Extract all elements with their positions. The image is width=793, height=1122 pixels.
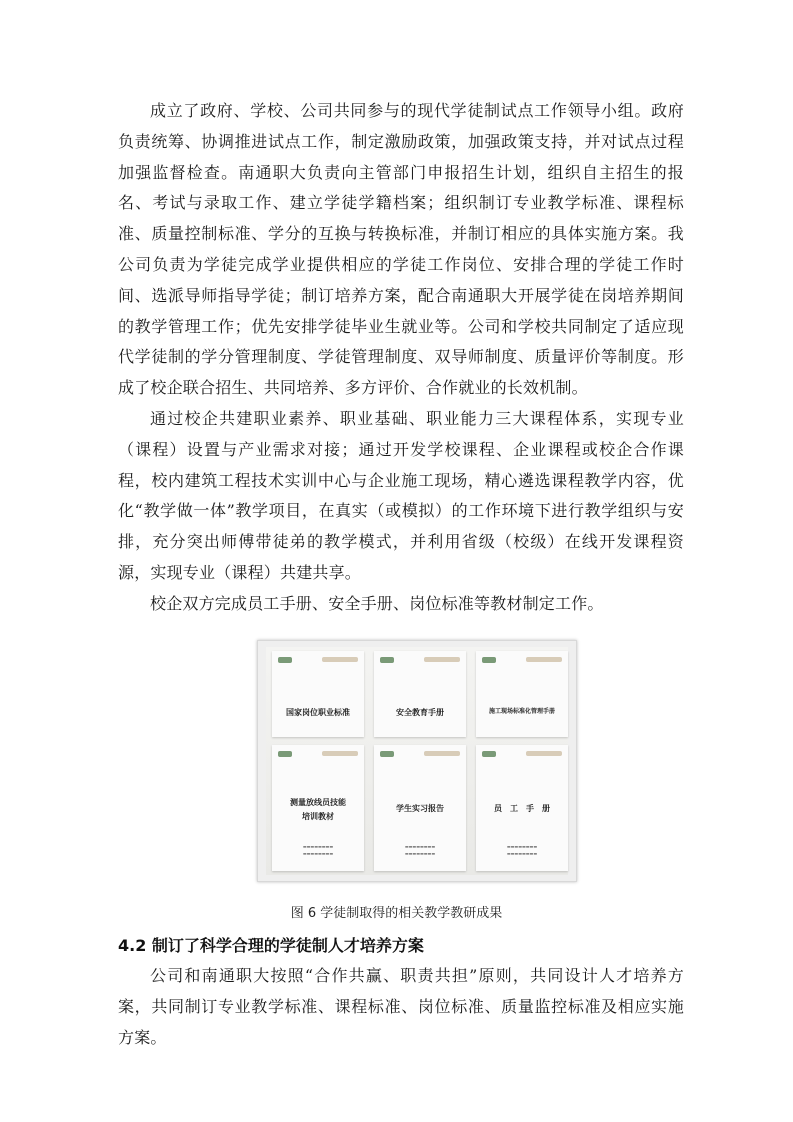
section-body [118,961,684,1053]
logo-icon [482,751,496,757]
book-cover [374,745,466,871]
publisher-line: ▬▬▬▬▬▬▬▬ ▬▬▬▬▬▬▬▬ [404,844,436,856]
publisher-line: ▬▬▬▬▬▬▬▬ ▬▬▬▬▬▬▬▬ [302,844,334,856]
logo-icon [380,751,394,757]
figure-caption: 图 6 学徒制取得的相关教学教研成果 [290,906,503,921]
book-cover [272,651,364,737]
book-title: 安全教育手册 [396,707,444,717]
logo-icon [278,657,292,663]
logo-icon [482,657,496,663]
section-paragraph: 公司和南通职大按照“合作共赢、职责共担”原则，共同设计人才培养方案，共同制订专业教学标准、课程标准、岗位标准、质量监控标准及相应实施方案。 [118,966,684,1047]
logo-icon [278,751,292,757]
paragraph-3: 校企双方完成员工手册、安全手册、岗位标准等教材制定工作。 [150,593,604,613]
publisher-line: ▬▬▬▬▬▬▬▬ ▬▬▬▬▬▬▬▬ [506,844,538,856]
header-bar [322,657,358,662]
book-title: 施工现场标准化管理手册 [488,708,555,715]
book-title: 国家岗位职业标准 [286,707,350,717]
photo-background [266,647,568,875]
figure-photo [257,640,577,882]
paragraph-1: 成立了政府、学校、公司共同参与的现代学徒制试点工作领导小组。政府负责统筹、协调推进试点工作，制定激励政策，加强政策支持，并对试点过程加强监督检查。南通职大负责向主管部门申报招生计划，组织自主招生的报名、考试与录取工作、建立学徒学籍档案；组织制订专业教学标准、课程标准、质量控制标准、学分的互换与转换标准，并制订相应的具体实施方案。我公司负责为学徒完成学业提供相应的学徒工作岗位、安排合理的学徒工作时间、选派导师指导学徒；制订培养方案，配合南通职大开展学徒在岗培养期间的教学管理工作；优先安排学徒毕业生就业等。公司和学校共同制定了适应现代学徒制的学分管理制度、学徒管理制度、双导师制度、质量评价等制度。形成了校企联合招生、共同培养、多方评价、合作就业的长效机制。 [118,101,684,398]
book-title: 员 工 手 册 [494,803,550,813]
header-bar [424,657,460,662]
section-heading: 4.2 制订了科学合理的学徒制人才培养方案 [118,936,424,955]
book-cover [476,651,568,737]
paragraph-2: 通过校企共建职业素养、职业基础、职业能力三大课程体系，实现专业（课程）设置与产业需求对接；通过开发学校课程、企业课程或校企合作课程，校内建筑工程技术实训中心与企业施工现场，精心遴选课程教学内容，优化“教学做一体”教学项目，在真实（或模拟）的工作环境下进行教学组织与安排，充分突出师傅带徒弟的教学模式，并利用省级（校级）在线开发课程资源，实现专业（课程）共建共享。 [118,408,684,582]
header-bar [424,751,460,756]
header-bar [526,657,562,662]
logo-icon [380,657,394,663]
book-cover [272,745,364,871]
book-title: 测量放线员技能培训教材 [290,797,346,821]
body-text [118,96,684,620]
book-cover [476,745,568,871]
book-cover [374,651,466,737]
header-bar [322,751,358,756]
header-bar [526,751,562,756]
book-title: 学生实习报告 [396,803,444,813]
